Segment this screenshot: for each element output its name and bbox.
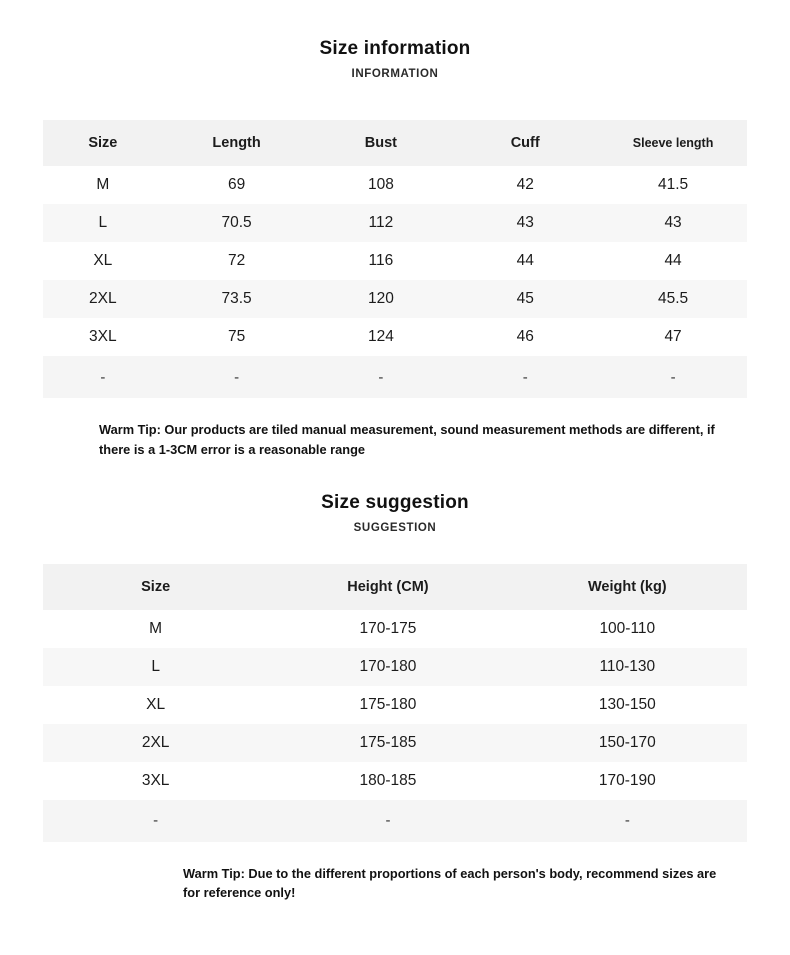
table-row <box>43 648 747 686</box>
cell-sleeve-length: - <box>599 356 747 398</box>
size-information-heading: Size information <box>319 38 471 59</box>
cell-size: - <box>43 800 268 842</box>
cell-size: L <box>43 648 268 686</box>
column-header-sleeve-length: Sleeve length <box>599 120 747 166</box>
size-suggestion-subheading: SUGGESTION <box>353 521 437 534</box>
cell-sleeve-length: 47 <box>664 328 682 345</box>
cell-height: 180-185 <box>359 771 417 789</box>
between-sections-spacer <box>0 460 790 492</box>
cell-size: M <box>96 176 110 193</box>
cell-bust: 124 <box>367 328 394 345</box>
column-header-height: Height (CM) <box>268 564 507 610</box>
size-suggestion-table <box>43 564 747 842</box>
size-suggestion-section <box>0 492 790 904</box>
size-information-table <box>43 120 747 398</box>
table-row <box>43 204 747 242</box>
column-header-length: Length <box>163 120 311 166</box>
cell-weight: 110-130 <box>508 648 747 686</box>
cell-length: - <box>163 356 311 398</box>
table-row <box>43 242 747 280</box>
cell-cuff: 44 <box>516 252 534 269</box>
cell-bust: 120 <box>311 280 452 318</box>
cell-length: 70.5 <box>163 204 311 242</box>
size-suggestion-table-head <box>43 564 747 610</box>
column-header-bust: Bust <box>311 120 452 166</box>
size-suggestion-table-body <box>43 610 747 842</box>
cell-height: 170-175 <box>359 619 417 637</box>
cell-sleeve-length: 44 <box>664 252 682 269</box>
table-row <box>43 166 747 204</box>
table-row <box>43 610 747 648</box>
cell-cuff: 43 <box>451 204 599 242</box>
size-suggestion-table-wrap <box>43 564 747 842</box>
cell-size: L <box>43 204 163 242</box>
cell-cuff: - <box>451 356 599 398</box>
cell-bust: 108 <box>367 176 394 193</box>
cell-size: M <box>149 619 163 637</box>
cell-size: 2XL <box>43 280 163 318</box>
column-header-cuff: Cuff <box>451 120 599 166</box>
size-information-section <box>0 38 790 460</box>
cell-cuff: 42 <box>516 176 534 193</box>
cell-bust: 116 <box>368 252 394 269</box>
cell-weight: 150-170 <box>508 724 747 762</box>
cell-sleeve-length: 45.5 <box>599 280 747 318</box>
top-spacer <box>0 0 790 38</box>
table-row <box>43 724 747 762</box>
cell-weight: 130-150 <box>598 695 656 713</box>
column-header-weight: Weight (kg) <box>508 564 747 610</box>
table-row <box>43 280 747 318</box>
cell-cuff: 46 <box>516 328 534 345</box>
cell-bust: 112 <box>311 204 452 242</box>
column-header-size: Size <box>43 120 163 166</box>
cell-cuff: 45 <box>451 280 599 318</box>
cell-sleeve-length: 41.5 <box>657 176 689 193</box>
cell-length: 75 <box>227 328 246 345</box>
cell-height: 170-180 <box>268 648 507 686</box>
column-header-size: Size <box>43 564 268 610</box>
cell-size: XL <box>146 695 166 713</box>
size-information-table-head <box>43 120 747 166</box>
cell-sleeve-length: 43 <box>599 204 747 242</box>
size-suggestion-warm-tip: Warm Tip: Due to the different proportions of each person's body, recommend sizes are for reference only! <box>183 865 717 901</box>
cell-height: 175-180 <box>359 695 417 713</box>
table-row-empty <box>43 800 747 842</box>
cell-bust: - <box>311 356 452 398</box>
table-header-row <box>43 564 747 610</box>
table-header-row <box>43 120 747 166</box>
cell-height: - <box>268 800 507 842</box>
cell-length: 73.5 <box>163 280 311 318</box>
cell-size: XL <box>93 252 113 269</box>
size-information-subheading: INFORMATION <box>351 68 439 80</box>
cell-weight: - <box>508 800 747 842</box>
cell-weight: 170-190 <box>598 771 656 789</box>
size-information-warm-tip: Warm Tip: Our products are tiled manual measurement, sound measurement methods are different, if there is a 1-3CM error is a reasonable range <box>99 422 715 457</box>
cell-length: 72 <box>227 252 246 269</box>
heading-table-spacer-2 <box>0 534 790 564</box>
cell-height: 175-185 <box>268 724 507 762</box>
cell-size: 2XL <box>43 724 268 762</box>
size-information-table-body <box>43 166 747 398</box>
cell-size: 3XL <box>89 328 117 345</box>
cell-size: 3XL <box>141 771 170 789</box>
table-row-empty <box>43 356 747 398</box>
cell-weight: 100-110 <box>599 619 656 637</box>
cell-size: - <box>43 356 163 398</box>
cell-length: 69 <box>227 176 246 193</box>
size-information-table-wrap <box>43 120 747 398</box>
table-row <box>43 762 747 800</box>
table-row <box>43 318 747 356</box>
heading-table-spacer <box>0 80 790 120</box>
size-suggestion-heading: Size suggestion <box>321 491 469 513</box>
table-row <box>43 686 747 724</box>
